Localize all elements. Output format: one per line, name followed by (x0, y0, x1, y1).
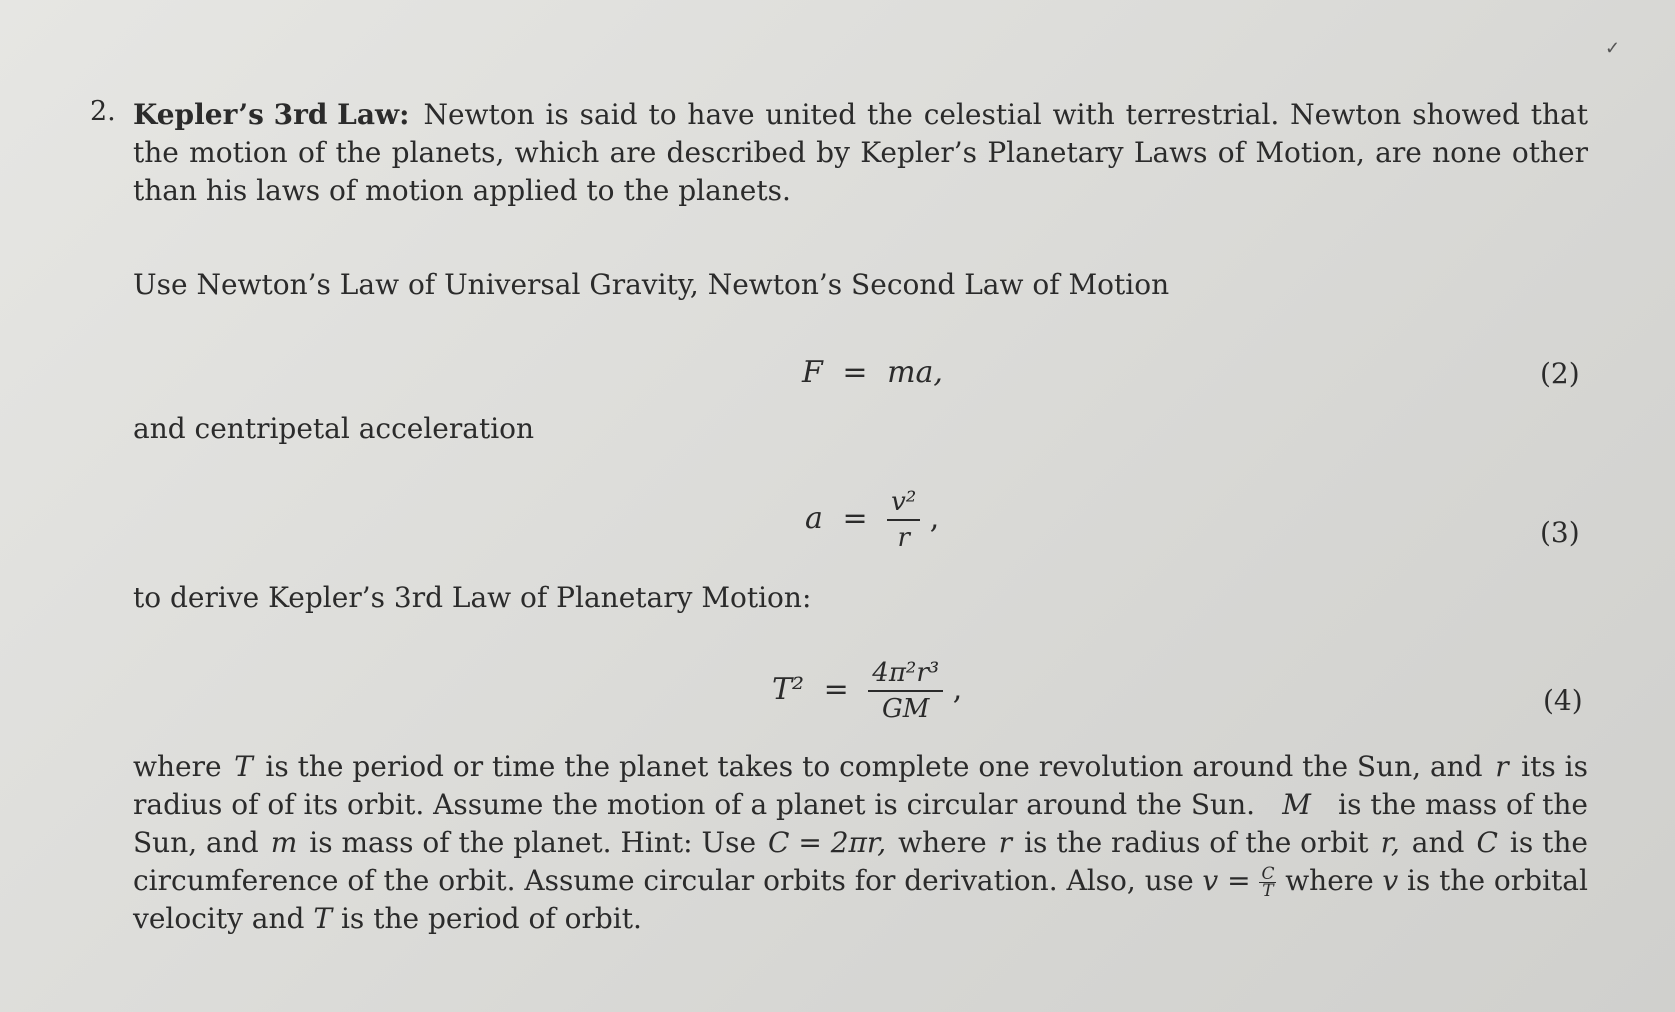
eq4-equals: = (823, 672, 849, 707)
eq4-comma: , (952, 672, 963, 707)
intro-line-1-text: Newton is said to have united the celestial with terrestrial. Newton showed that (423, 98, 1588, 131)
use-paragraph (133, 266, 1588, 304)
equation-4-number: (4) (1543, 684, 1583, 717)
eq3-fraction (887, 487, 920, 553)
problem-heading: Kepler’s 3rd Law: (133, 98, 410, 131)
eq3-lhs: a (805, 501, 823, 536)
check-mark: ✓ (1605, 38, 1621, 59)
eq3-denominator: r (897, 523, 910, 553)
problem-number: 2. (90, 96, 116, 127)
eq2-equals: = (842, 355, 868, 390)
where-paragraph (133, 748, 1588, 938)
intro-line-1 (133, 96, 1588, 134)
where-line-3: Sun, and m is mass of the planet. Hint: Use C = 2πr, where r is the radius of the orbit r, and C is the (133, 826, 1588, 859)
equation-2 (802, 355, 943, 390)
equation-4 (772, 658, 962, 724)
centripetal-line: and centripetal acceleration (133, 412, 535, 445)
eq2-lhs: F (802, 355, 823, 390)
where-line-5: velocity and T is the period of orbit. (133, 902, 642, 935)
eq4-lhs: T² (772, 672, 805, 707)
intro-line-3: than his laws of motion applied to the planets. (133, 174, 791, 207)
where-line-1: where T is the period or time the planet takes to complete one revolution around the Sun, and r its is (133, 750, 1588, 783)
eq3-equals: = (842, 501, 868, 536)
eq4-numerator: 4π²r³ (868, 658, 943, 692)
eq3-comma: , (929, 501, 940, 536)
where-line-4: circumference of the orbit. Assume circular orbits for derivation. Also, use v = $\frac{C}{T}$ where v is the orbital (133, 864, 1588, 901)
centripetal-paragraph (133, 410, 1588, 448)
c-over-t-fraction: $\frac{C}{T}$ (1261, 864, 1275, 901)
equation-3-number: (3) (1540, 516, 1580, 549)
derive-paragraph (133, 579, 1588, 617)
intro-line-2: the motion of the planets, which are described by Kepler’s Planetary Laws of Motion, are none other (133, 136, 1588, 169)
eq3-numerator: v² (887, 487, 920, 521)
intro-paragraph (133, 96, 1588, 210)
equation-2-number: (2) (1540, 357, 1580, 390)
eq4-fraction (868, 658, 943, 724)
eq4-denominator: GM (882, 694, 930, 724)
use-line: Use Newton’s Law of Universal Gravity, Newton’s Second Law of Motion (133, 268, 1170, 301)
derive-line: to derive Kepler’s 3rd Law of Planetary Motion: (133, 581, 812, 614)
eq2-rhs: ma, (887, 355, 943, 390)
where-line-2: radius of of its orbit. Assume the motion of a planet is circular around the Sun. M is the mass of the (133, 788, 1588, 821)
equation-3 (805, 487, 939, 553)
